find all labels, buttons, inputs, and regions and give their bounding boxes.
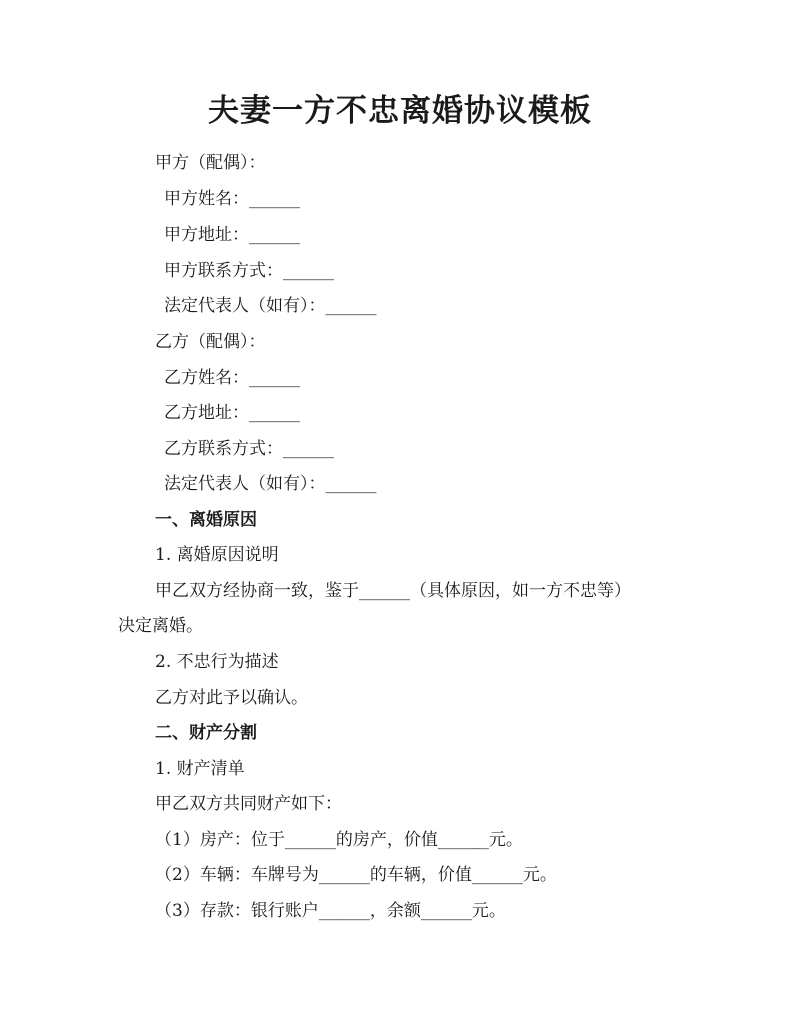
property-house: （1）房产：位于______的房产，价值______元。 bbox=[155, 830, 523, 850]
party-a-contact: 甲方联系方式：______ bbox=[164, 261, 334, 281]
property-deposit: （3）存款：银行账户______，余额______元。 bbox=[155, 901, 506, 921]
party-b-address: 乙方地址：______ bbox=[164, 403, 300, 423]
section-1-item-1-text: 甲乙双方经协商一致，鉴于______（具体原因，如一方不忠等） bbox=[155, 581, 631, 601]
section-2-item-1-title: 1. 财产清单 bbox=[155, 759, 245, 779]
section-1-item-1-title: 1. 离婚原因说明 bbox=[155, 545, 279, 565]
party-b-contact: 乙方联系方式：______ bbox=[164, 439, 334, 459]
document-title: 夫妻一方不忠离婚协议模板 bbox=[208, 93, 592, 129]
section-1-heading: 一、离婚原因 bbox=[155, 510, 257, 530]
party-b-name: 乙方姓名：______ bbox=[164, 368, 300, 388]
party-b-representative: 法定代表人（如有）：______ bbox=[164, 474, 377, 494]
party-b-heading: 乙方（配偶）： bbox=[155, 332, 266, 352]
section-1-item-2-title: 2. 不忠行为描述 bbox=[155, 652, 279, 672]
party-a-heading: 甲方（配偶）： bbox=[155, 153, 266, 173]
section-2-heading: 二、财产分割 bbox=[155, 723, 257, 743]
party-a-representative: 法定代表人（如有）：______ bbox=[164, 296, 377, 316]
section-1-item-1-text-continued: 决定离婚。 bbox=[118, 616, 203, 636]
property-vehicle: （2）车辆：车牌号为______的车辆，价值______元。 bbox=[155, 865, 557, 885]
section-1-item-2-text: 乙方对此予以确认。 bbox=[155, 688, 308, 708]
property-intro: 甲乙双方共同财产如下： bbox=[155, 794, 342, 814]
party-a-address: 甲方地址：______ bbox=[164, 225, 300, 245]
party-a-name: 甲方姓名：______ bbox=[164, 189, 300, 209]
